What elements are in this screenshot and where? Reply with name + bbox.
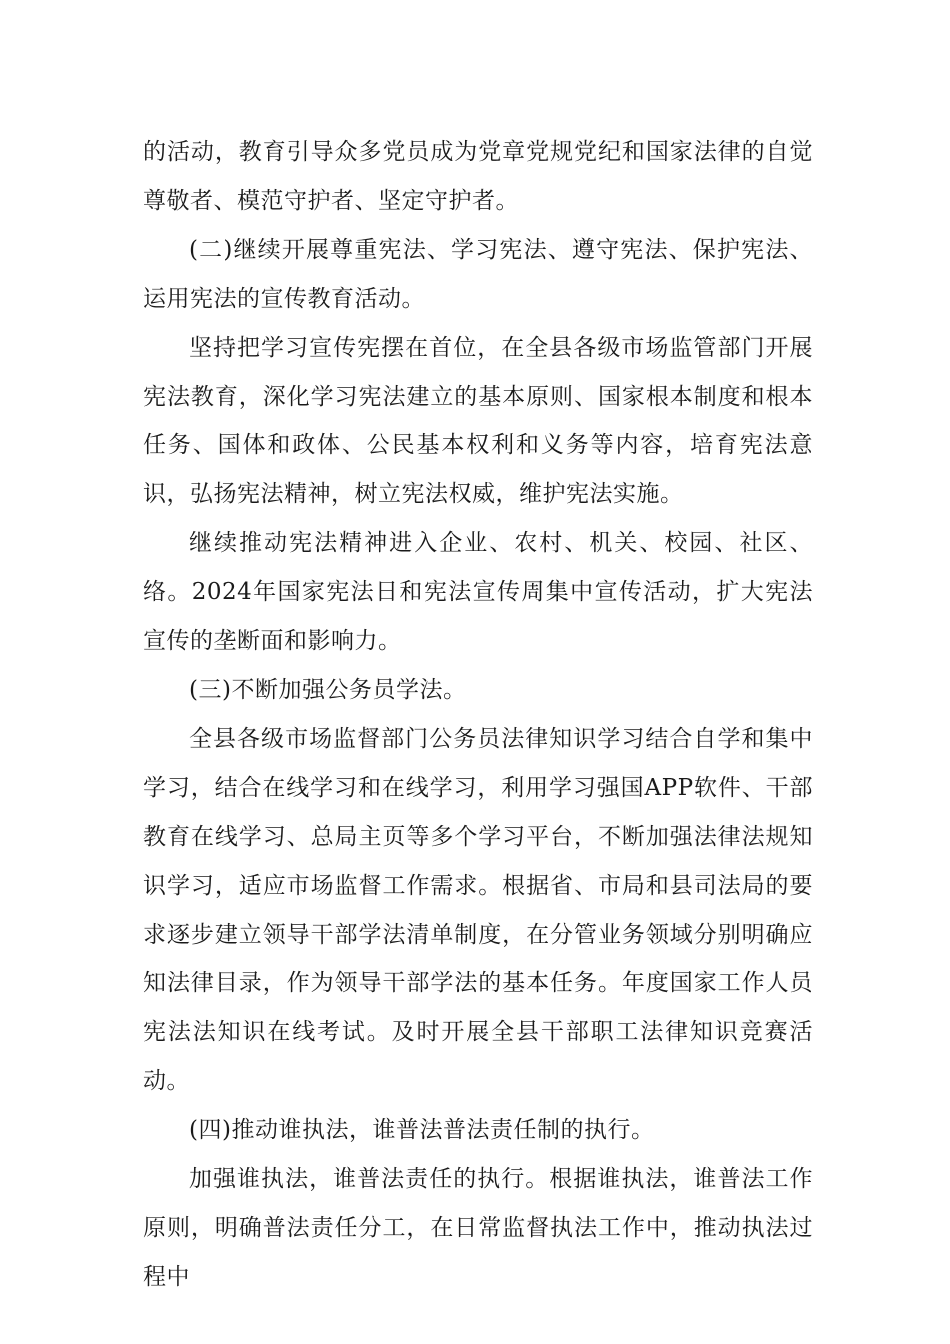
paragraph-8: 加强谁执法，谁普法责任的执行。根据谁执法，谁普法工作原则，明确普法责任分工，在日常监督执法工作中，推动执法过程中 [143, 1166, 813, 1290]
paragraph-6: 全县各级市场监督部门公务员法律知识学习结合自学和集中学习，结合在线学习和在线学习，利用学习强国APP软件、干部教育在线学习、总局主页等多个学习平台，不断加强法律法规知识学习，适应市场监督工作需求。根据省、市局和县司法局的要求逐步建立领导干部学法清单制度，在分管业务领域分别明确应知法律目录，作为领导干部学法的基本任务。年度国家工作人员宪法法知识在线考试。及时开展全县干部职工法律知识竞赛活动。 [143, 725, 813, 1095]
paragraph-2-heading: (二)继续开展尊重宪法、学习宪法、遵守宪法、保护宪法、运用宪法的宣传教育活动。 [143, 236, 813, 312]
document-body [143, 128, 813, 1302]
paragraph-3: 坚持把学习宣传宪摆在首位，在全县各级市场监管部门开展宪法教育，深化学习宪法建立的基本原则、国家根本制度和根本任务、国体和政体、公民基本权利和义务等内容，培育宪法意识，弘扬宪法精神，树立宪法权威，维护宪法实施。 [143, 334, 813, 508]
paragraph-5-heading: (三)不断加强公务员学法。 [189, 676, 467, 703]
paragraph-1: 的活动，教育引导众多党员成为党章党规党纪和国家法律的自觉尊敬者、模范守护者、坚定守护者。 [143, 139, 813, 214]
paragraph-7-heading: (四)推动谁执法，谁普法普法责任制的执行。 [189, 1117, 655, 1144]
paragraph-4: 继续推动宪法精神进入企业、农村、机关、校园、社区、络。2024年国家宪法日和宪法宣传周集中宣传活动，扩大宪法宣传的垄断面和影响力。 [143, 530, 813, 655]
